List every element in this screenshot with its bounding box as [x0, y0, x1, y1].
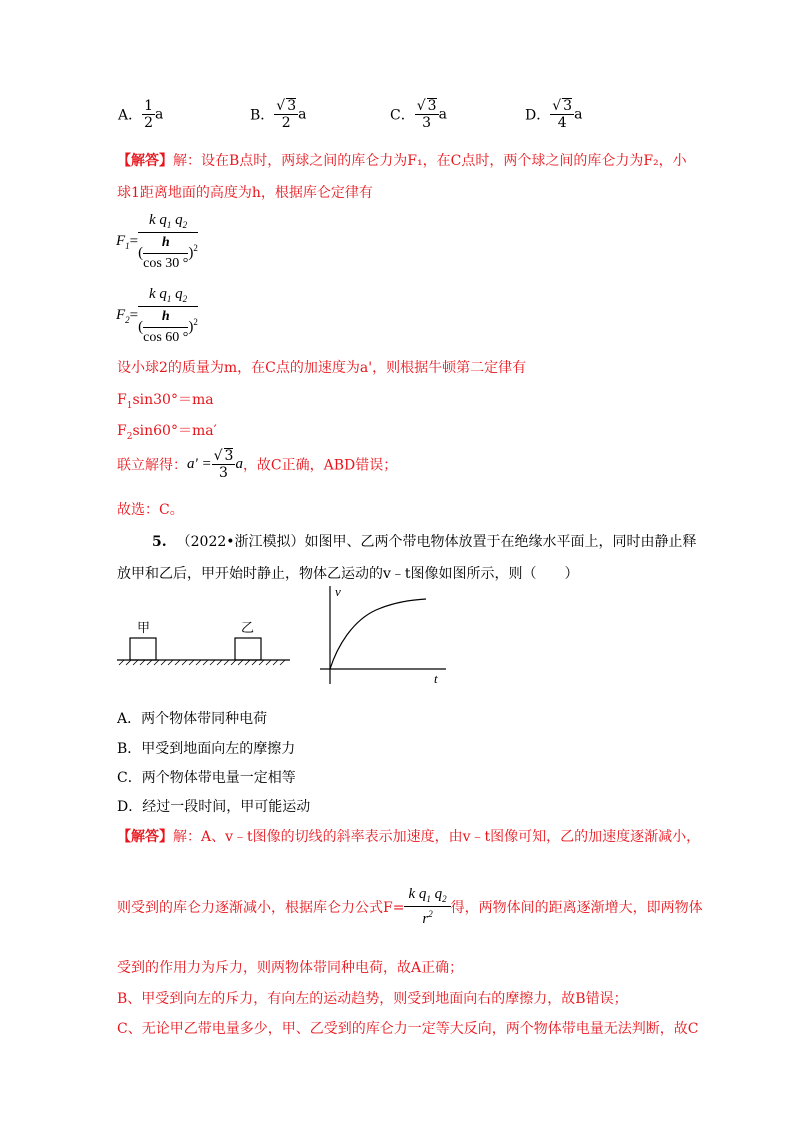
f1-denominator: ( $\frac{h}{\cos 30 ^\circ}$ )$^2$: [138, 235, 198, 271]
solve-den: 3: [219, 465, 228, 481]
answer5-line2: [117, 886, 703, 928]
coulomb-fraction: [404, 886, 450, 928]
coulomb-q1-sub: 1: [426, 894, 431, 904]
f1-kq: k q: [148, 212, 167, 228]
q5-option-a: A．两个物体带同种电荷: [117, 711, 268, 727]
option-b-var: a: [298, 106, 307, 123]
option-c-radicand: 3: [427, 98, 437, 114]
f1-fraction: [138, 212, 198, 272]
f1-q1-sub: 1: [166, 220, 172, 230]
solve-lhs: a' =: [187, 456, 212, 472]
f1-lhs-letter: F: [116, 233, 126, 249]
coulomb-kq: k q: [408, 886, 427, 902]
f2-denominator: ( $\frac{h}{\cos 60 ^\circ}$ )$^2$: [138, 309, 198, 345]
block-yi: [235, 638, 261, 660]
eq1-rest: sin30°＝ma: [132, 392, 214, 408]
f1-q2-sub: 2: [182, 220, 188, 230]
f2-lhs: [116, 307, 130, 323]
option-d: [525, 98, 582, 131]
eq2-rest: sin60°＝ma′: [132, 423, 217, 439]
eq2-prefix: F: [117, 423, 127, 439]
answer4-tag: 【解答】: [117, 153, 173, 169]
coulomb-r: r: [422, 911, 429, 927]
f2-lhs-letter: F: [116, 307, 126, 323]
f2-numerator: k $q_1$ $q_2$: [138, 286, 198, 307]
f2-inner-fraction: [143, 309, 188, 346]
solve-fraction: [212, 448, 236, 481]
coulomb-q2-sub: 2: [442, 894, 447, 904]
option-d-num: √ 3: [552, 98, 573, 114]
f2-inner-cos60: cos 60 °: [143, 330, 189, 345]
q5-option-b: B．甲受到地面向左的摩擦力: [117, 741, 296, 757]
ground-hatch: [119, 660, 285, 665]
answer4-eq1: [117, 389, 214, 411]
option-a: [118, 98, 163, 131]
f1-lhs: [116, 233, 130, 249]
answer5-line5: C、无论甲乙带电量多少，甲、乙受到的库仑力一定等大反向，两个物体带电量无法判断，故C: [117, 1021, 699, 1037]
answer5-line3: 受到的作用力为斥力，则两物体带同种电荷，故A正确；: [117, 960, 464, 976]
option-c-num: √ 3: [416, 98, 437, 114]
eq2-sub: 2: [126, 431, 133, 442]
vt-curve: [330, 599, 426, 669]
f2-q2-sub: 2: [182, 294, 188, 304]
coulomb-exp: 2: [428, 909, 433, 919]
option-c-fraction: [415, 98, 439, 131]
f1-inner-cos30: cos 30 °: [143, 256, 189, 271]
option-d-label: D．: [525, 107, 551, 124]
question5-number: 5.: [152, 534, 167, 550]
formula-f1: $F_1=$ k $q_1$ $q_2$ ( $\frac{h}{\cos 30 ^\circ}$ )$^2$: [116, 212, 198, 271]
answer5-line1: [117, 826, 700, 846]
option-a-var: a: [155, 106, 164, 123]
f1-lhs-sub: 1: [125, 241, 130, 251]
option-a-den: 2: [144, 115, 154, 131]
coulomb-den: [404, 907, 450, 928]
vt-axis-t: t: [434, 671, 438, 686]
question5-line2: 放甲和乙后，甲开始时静止，物体乙运动的v﹣t图像如图所示，则（ ）: [117, 566, 579, 582]
vt-axis-v: v: [335, 584, 341, 599]
f1-inner-h: h: [143, 235, 188, 254]
q5-option-d: D．经过一段时间，甲可能运动: [117, 799, 311, 815]
option-c: [390, 98, 447, 131]
answer5-tag: 【解答】: [117, 829, 173, 845]
answer5-line4: B、甲受到向左的斥力，有向左的运动趋势，则受到地面向右的摩擦力，故B错误；: [117, 991, 628, 1007]
option-d-radicand: 3: [563, 98, 573, 114]
f2-fraction: [138, 286, 198, 346]
option-c-var: a: [438, 106, 447, 123]
blocks-figure: [117, 612, 297, 672]
solve-radicand: 3: [224, 448, 234, 464]
answer4-solve: [117, 448, 397, 481]
answer4-eq2: [117, 420, 217, 442]
option-d-fraction: [550, 98, 574, 131]
f2-lhs-sub: 2: [125, 315, 130, 325]
option-d-den: 4: [557, 115, 567, 131]
f1-numerator: k $q_1$ $q_2$: [138, 212, 198, 233]
solve-suffix: ，故C正确，ABD错误；: [242, 457, 398, 474]
option-b-radicand: 3: [287, 98, 297, 114]
option-d-var: a: [574, 106, 583, 123]
q5-option-c: C．两个物体带电量一定相等: [117, 770, 296, 786]
option-c-label: C．: [390, 107, 415, 124]
option-a-num: 1: [144, 98, 154, 114]
option-b-fraction: [274, 98, 298, 131]
solve-prefix: 联立解得：: [117, 457, 187, 474]
question5-line1: [152, 531, 697, 551]
option-c-den: 3: [422, 115, 432, 131]
answer4-line1: [117, 150, 687, 170]
formula-f2: $F_2=$ k $q_1$ $q_2$ ( $\frac{h}{\cos 60 ^\circ}$ )$^2$: [116, 286, 198, 345]
answer5-line2-pre: 则受到的库仑力逐渐减小，根据库仑力公式F=: [117, 900, 405, 916]
option-a-label: A．: [118, 107, 143, 124]
answer5-line2-post: 得，两物体间的距离逐渐增大，即两物体: [450, 900, 703, 916]
answer4-line3: 设小球2的质量为m，在C点的加速度为a'，则根据牛顿第二定律有: [117, 360, 527, 376]
answer4-line1-text: 解：设在B点时，两球之间的库仑力为F₁，在C点时，两个球之间的库仑力为F₂，小: [173, 153, 687, 169]
question5-line1-text: （2022•浙江模拟）如图甲、乙两个带电物体放置于在绝缘水平面上，同时由静止释: [176, 534, 697, 550]
answer4-choose: 故选：C。: [117, 502, 184, 518]
answer4-line2: 球1距离地面的高度为h，根据库仑定律有: [117, 185, 373, 201]
label-yi: 乙: [241, 621, 255, 636]
f2-q1-sub: 1: [166, 294, 172, 304]
answer5-line1-text: 解：A、v﹣t图像的切线的斜率表示加速度，由v﹣t图像可知，乙的加速度逐渐减小，: [173, 829, 701, 845]
label-jia: 甲: [137, 621, 151, 636]
coulomb-num: k $q_1$ $q_2$: [404, 886, 450, 907]
option-b: [250, 98, 307, 131]
block-jia: [130, 638, 156, 660]
eq1-prefix: F: [117, 392, 127, 408]
f2-inner-h: h: [143, 309, 188, 328]
f2-kq: k q: [148, 286, 167, 302]
option-a-fraction: [142, 98, 155, 131]
solve-num: √ 3: [213, 448, 234, 464]
option-b-num: √ 3: [276, 98, 297, 114]
f1-inner-fraction: [143, 235, 188, 272]
option-b-label: B．: [250, 107, 275, 124]
vt-graph: [316, 584, 451, 688]
option-b-den: 2: [281, 115, 291, 131]
solve-var: a: [235, 456, 243, 472]
eq1-sub: 1: [126, 400, 133, 411]
